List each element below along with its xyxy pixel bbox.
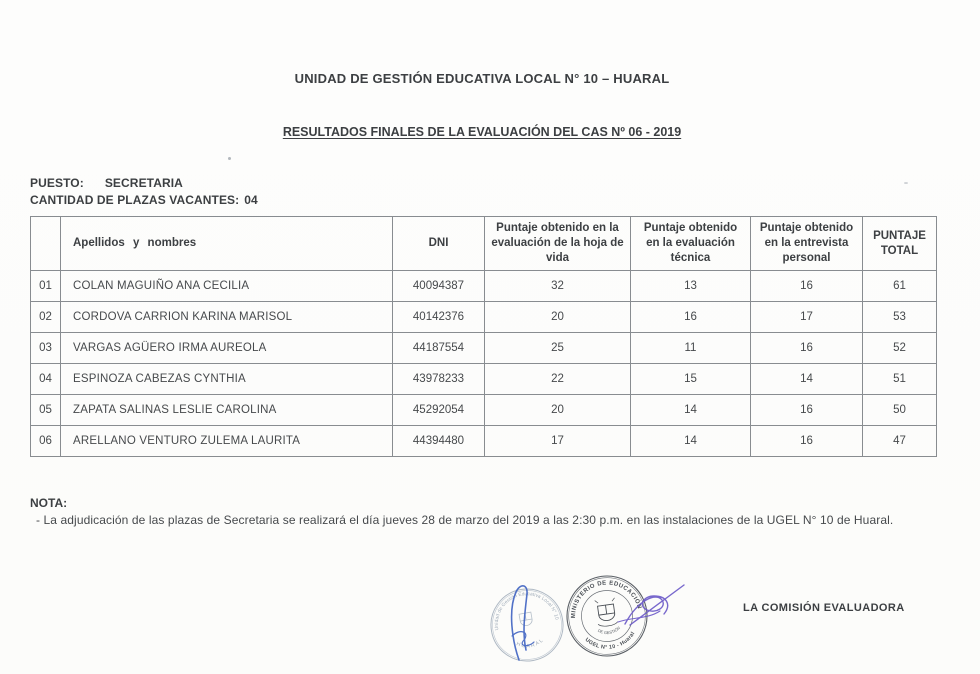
scan-speck — [228, 157, 231, 160]
cell-score-cv: 22 — [485, 364, 631, 395]
cell-num: 04 — [31, 364, 61, 395]
results-table — [30, 216, 937, 457]
col-header-score-cv: Puntaje obtenido en la evaluación de la hoja de vida — [485, 217, 631, 271]
position-label: PUESTO: — [30, 176, 84, 190]
note-label: NOTA: — [30, 496, 68, 510]
cell-score-cv: 20 — [485, 302, 631, 333]
stamp-left-emblem — [519, 612, 533, 626]
cell-total: 51 — [863, 364, 937, 395]
position-value: SECRETARIA — [104, 176, 183, 190]
stamp-right-top-text: MINISTERIO DE EDUCACIÓN — [571, 580, 643, 619]
cell-name: CORDOVA CARRION KARINA MARISOL — [61, 302, 393, 333]
vacancies-value: 04 — [244, 193, 258, 207]
cell-dni: 40094387 — [393, 271, 485, 302]
coat-of-arms-icon — [595, 598, 619, 628]
table-row — [31, 302, 937, 333]
cell-name: VARGAS AGÜERO IRMA AUREOLA — [61, 333, 393, 364]
stamp-right-inner-text: DE GESTIÓN — [597, 625, 622, 636]
position-line — [30, 176, 183, 190]
table-header-row — [31, 217, 937, 271]
cell-num: 02 — [31, 302, 61, 333]
cell-score-cv: 32 — [485, 271, 631, 302]
table-row — [31, 364, 937, 395]
cell-score-interview: 14 — [751, 364, 863, 395]
cell-num: 05 — [31, 395, 61, 426]
table-row — [31, 333, 937, 364]
cell-score-technical: 13 — [631, 271, 751, 302]
stamp-left-ring-text: Unidad de Gestión Educativa Local N° 10 — [494, 592, 559, 631]
cell-num: 03 — [31, 333, 61, 364]
cell-dni: 44187554 — [393, 333, 485, 364]
cell-score-interview: 16 — [751, 271, 863, 302]
table-row — [31, 271, 937, 302]
table-row — [31, 426, 937, 457]
cell-num: 01 — [31, 271, 61, 302]
cell-dni: 45292054 — [393, 395, 485, 426]
cell-total: 53 — [863, 302, 937, 333]
cell-num: 06 — [31, 426, 61, 457]
cell-dni: 43978233 — [393, 364, 485, 395]
col-header-names: Apellidos y nombres — [61, 217, 393, 271]
cell-score-technical: 16 — [631, 302, 751, 333]
svg-text:DE GESTIÓN — [596, 625, 621, 637]
cell-score-interview: 17 — [751, 302, 863, 333]
cell-score-interview: 16 — [751, 395, 863, 426]
ministerio-round-stamp — [562, 571, 652, 661]
cell-total: 50 — [863, 395, 937, 426]
page-title: UNIDAD DE GESTIÓN EDUCATIVA LOCAL N° 10 – HUARAL — [294, 71, 670, 86]
cell-score-technical: 14 — [631, 426, 751, 457]
vacancies-label: CANTIDAD DE PLAZAS VACANTES: — [30, 193, 240, 207]
cell-total: 47 — [863, 426, 937, 457]
cell-score-cv: 25 — [485, 333, 631, 364]
cell-name: ZAPATA SALINAS LESLIE CAROLINA — [61, 395, 393, 426]
col-header-score-technical: Puntaje obtenido en la evaluación técnica — [631, 217, 751, 271]
document-subtitle-text: RESULTADOS FINALES DE LA EVALUACIÓN DEL CAS Nº 06 - 2019 — [282, 125, 682, 139]
cell-name: ARELLANO VENTURO ZULEMA LAURITA — [61, 426, 393, 457]
cell-dni: 40142376 — [393, 302, 485, 333]
table-row — [31, 395, 937, 426]
document-subtitle — [0, 125, 964, 139]
col-header-num — [31, 217, 61, 271]
cell-score-interview: 16 — [751, 333, 863, 364]
col-header-total: PUNTAJE TOTAL — [863, 217, 937, 271]
cell-total: 52 — [863, 333, 937, 364]
cell-total: 61 — [863, 271, 937, 302]
cell-score-cv: 17 — [485, 426, 631, 457]
stamp-left-bottom-text: HUARAL — [515, 637, 546, 650]
note-text: - La adjudicación de las plazas de Secretaria se realizará el día jueves 28 de marzo del 2019 a las 2:30 p.m. en las instalaciones de la UGEL N° 10 de Huaral. — [36, 513, 894, 527]
col-header-dni: DNI — [393, 217, 485, 271]
stamp-right-bottom-text: UGEL N° 10 - Huaral — [583, 630, 637, 651]
cell-dni: 44394480 — [393, 426, 485, 457]
vacancies-line — [30, 193, 258, 207]
stamps-and-signatures — [450, 556, 760, 674]
cell-name: ESPINOZA CABEZAS CYNTHIA — [61, 364, 393, 395]
cell-score-technical: 14 — [631, 395, 751, 426]
cell-score-technical: 11 — [631, 333, 751, 364]
col-header-score-interview: Puntaje obtenido en la entrevista personal — [751, 217, 863, 271]
cell-score-technical: 15 — [631, 364, 751, 395]
cell-name: COLAN MAGUIÑO ANA CECILIA — [61, 271, 393, 302]
cell-score-interview: 16 — [751, 426, 863, 457]
cell-score-cv: 20 — [485, 395, 631, 426]
committee-label: LA COMISIÓN EVALUADORA — [743, 602, 905, 614]
scan-speck — [904, 182, 908, 184]
